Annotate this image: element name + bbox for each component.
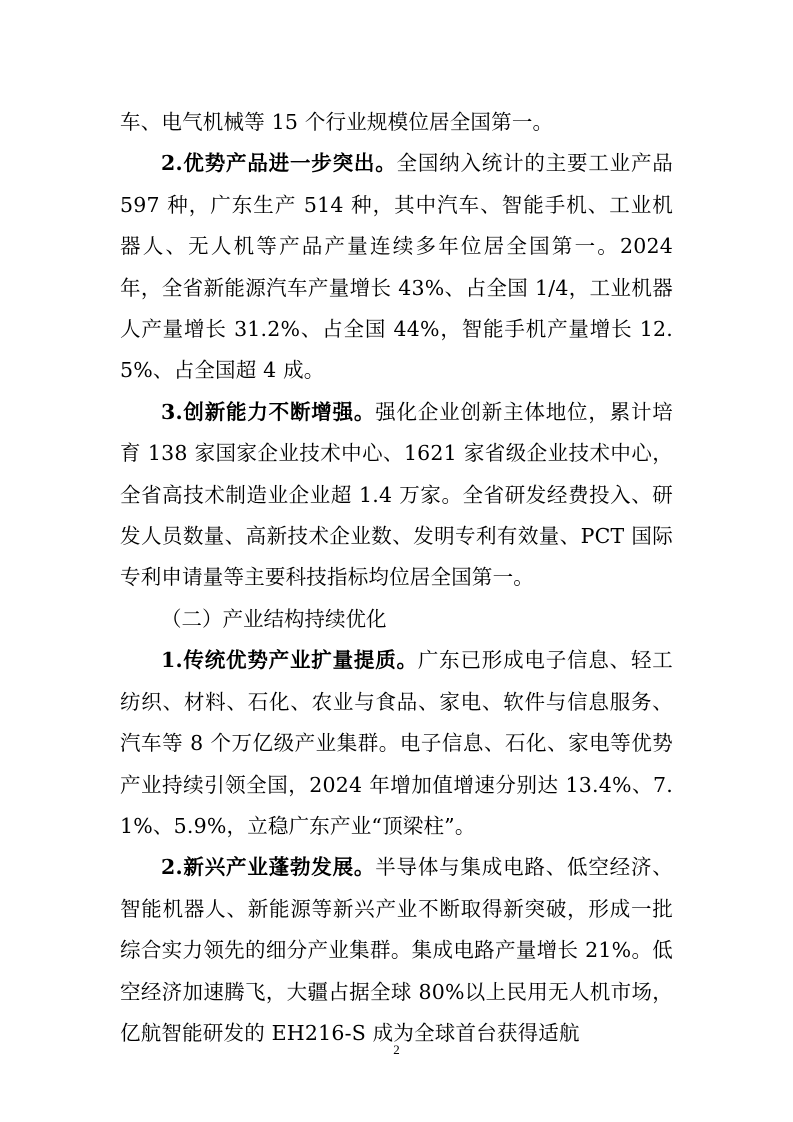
paragraph-emerging-industries <box>120 847 673 1054</box>
paragraph-text: 广东已形成电子信息、轻工纺织、材料、石化、农业与食品、家电、软件与信息服务、汽车等 8 个万亿级产业集群。电子信息、石化、家电等优势产业持续引领全国，2024 年增加值增速分别达 13.4%、7.1%、5.9%，立稳广东产业“顶梁柱”。 <box>120 648 673 838</box>
paragraph-text: 全国纳入统计的主要工业产品 597 种，广东生产 514 种，其中汽车、智能手机、工业机器人、无人机等产品产量连续多年位居全国第一。2024 年，全省新能源汽车产量增长 43%、占全国 1/4，工业机器人产量增长 31.2%、占全国 44%，智能手机产量增长 12.5%、占全国超 4 成。 <box>120 151 673 383</box>
paragraph-lead: 2.优势产品进一步突出。 <box>161 151 397 176</box>
document-body <box>120 102 673 1054</box>
paragraph-advantage-products <box>120 143 673 391</box>
paragraph-lead: 2.新兴产业蓬勃发展。 <box>161 855 376 880</box>
paragraph-text: 半导体与集成电路、低空经济、智能机器人、新能源等新兴产业不断取得新突破，形成一批综合实力领先的细分产业集群。集成电路产量增长 21%。低空经济加速腾飞，大疆占据全球 80%以上民用无人机市场，亿航智能研发的 EH216-S 成为全球首台获得适航 <box>120 855 673 1045</box>
section-heading: （二）产业结构持续优化 <box>161 606 387 631</box>
page-number: 2 <box>393 1042 400 1057</box>
paragraph-traditional-industries <box>120 640 673 847</box>
paragraph-text: 车、电气机械等 15 个行业规模位居全国第一。 <box>120 110 554 134</box>
paragraph-continuation <box>120 102 673 143</box>
paragraph-lead: 1.传统优势产业扩量提质。 <box>161 648 418 673</box>
paragraph-innovation <box>120 392 673 599</box>
paragraph-text: 强化企业创新主体地位，累计培育 138 家国家企业技术中心、1621 家省级企业技术中心，全省高技术制造业企业超 1.4 万家。全省研发经费投入、研发人员数量、高新技术企业数、发明专利有效量、PCT 国际专利申请量等主要科技指标均位居全国第一。 <box>120 399 673 590</box>
paragraph-lead: 3.创新能力不断增强。 <box>161 399 376 424</box>
